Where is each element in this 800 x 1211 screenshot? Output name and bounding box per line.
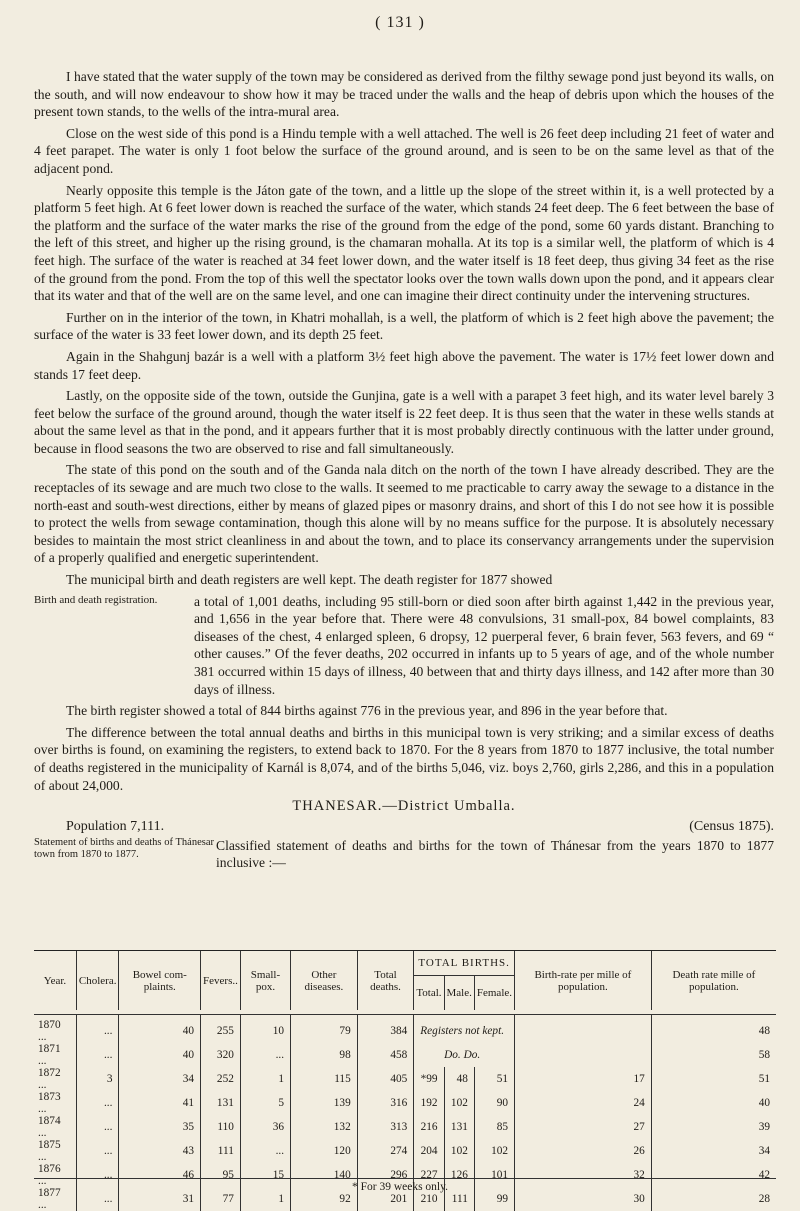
cell-fevers: 95 [201,1163,241,1187]
cell-fevers: 110 [201,1115,241,1139]
cell-smallpox: 1 [240,1067,290,1091]
cell-fevers: 255 [201,1015,241,1044]
paragraph: Further on in the interior of the town, in Khatri mohallah, is a well, the platform of which is 2 feet high above the pavement; the surface of the water is 33 feet lower down, and its depth 25 feet. [34,309,774,343]
cell-births-total: 204 [414,1139,444,1163]
page-number: ( 131 ) [375,14,425,31]
col-births-male: Male. [444,976,474,1011]
section-heading: THANESAR.—District Umballa. [292,798,516,815]
paragraph: Close on the west side of this pond is a Hindu temple with a well attached. The well is 26 feet deep including 21 feet of water and 4 feet parapet. The water is only 1 foot below the surface of the ground around, and is seen to be on the same level as that of the adjacent pond. [34,125,774,176]
cell-cholera: ... [76,1187,119,1211]
cell-cholera: ... [76,1043,119,1067]
cell-birth-rate [515,1015,652,1044]
cell-births-male: 131 [444,1115,474,1139]
body-text [34,68,774,871]
cell-death-rate: 40 [651,1091,776,1115]
cell-fevers: 252 [201,1067,241,1091]
cell-cholera: ... [76,1139,119,1163]
cell-bowel: 34 [119,1067,201,1091]
census-label: (Census 1875). [689,818,774,834]
cell-other: 140 [291,1163,358,1187]
col-death-rate: Death rate mille of population. [651,951,776,1011]
col-total-deaths: Total deaths. [357,951,414,1011]
cell-birth-rate: 24 [515,1091,652,1115]
cell-death-rate: 48 [651,1015,776,1044]
cell-cholera: ... [76,1091,119,1115]
cell-year: 1873 ... [38,1091,61,1115]
cell-birth-rate: 17 [515,1067,652,1091]
col-total-births: TOTAL BIRTHS. [414,951,515,976]
table-bottom-rule [34,1178,776,1179]
cell-births-male: 102 [444,1139,474,1163]
cell-other: 79 [291,1015,358,1044]
cell-smallpox: 5 [240,1091,290,1115]
cell-total-deaths: 274 [357,1139,414,1163]
cell-smallpox: 1 [240,1187,290,1211]
population-row [34,818,774,836]
cell-birth-rate: 26 [515,1139,652,1163]
cell-smallpox: 10 [240,1015,290,1044]
cell-year: 1877 ... [38,1187,61,1211]
birth-death-paragraph: a total of 1,001 deaths, including 95 still-born or died soon after birth against 1,442 in the previous year, and 1,656 in the year before that. There were 48 convulsions, 31 small-pox, 84 bowel complaints, 83 diseases of the chest, 4 enlarged spleen, 6 dropsy, 12 puerperal fever, 6 brain fever, 563 fevers, and 69 “ other causes.” Of the fever deaths, 202 occurred in infants up to 5 years of age, and of the whole number 381 occurred within 15 days of illness, 40 between that and thirty days illness, and 142 after more than 30 days of illness. [194,593,774,697]
cell-bowel: 46 [119,1163,201,1187]
cell-total-deaths: 405 [357,1067,414,1091]
cell-year: 1872 ... [38,1067,61,1091]
table-row [34,1115,776,1139]
statement [34,837,774,871]
cell-total-deaths: 458 [357,1043,414,1067]
col-fevers: Fevers.. [201,951,241,1011]
cell-smallpox: 36 [240,1115,290,1139]
cell-other: 98 [291,1043,358,1067]
population-label: Population 7,111. [66,818,165,834]
col-cholera: Cholera. [76,951,119,1011]
cell-year: 1874 ... [38,1115,61,1139]
table-row [34,1091,776,1115]
paragraph: The difference between the total annual deaths and births in this municipal town is very striking; and a similar excess of deaths over births is found, on examining the registers, to extend back to 1870. For the 8 years from 1870 to 1877 inclusive, the total number of deaths registered in the municipality of Karnál is 8,074, and of the births 5,046, viz. boys 2,760, girls 2,286, and this in a population of about 24,000. [34,724,774,793]
cell-bowel: 43 [119,1139,201,1163]
cell-births-female: 85 [474,1115,514,1139]
cell-total-deaths: 296 [357,1163,414,1187]
cell-smallpox: ... [240,1043,290,1067]
paragraph: The state of this pond on the south and of the Ganda nala ditch on the north of the town I have already described. They are the receptacles of its sewage and are much two close to the walls. It seemed to me practicable to carry away the sewage to a distance in the north-east and south-west directions, either by means of glazed pipes or masonry drains, and short of this I do not see how it is possible to protect the wells from sewage contamination, though this alone will by no means suffice for the purpose. It is absolutely necessary besides to maintain the most strict cleanliness in and about the town, and to place its conservancy arrangements under the supervision of a properly qualified and energetic superintendent. [34,462,774,566]
cell-bowel: 40 [119,1043,201,1067]
table-row [34,1015,776,1044]
col-bowel: Bowel com-plaints. [119,951,201,1011]
cell-births-female: 99 [474,1187,514,1211]
birth-first-line: The municipal birth and death registers are well kept. The death register for 1877 showed [66,572,553,588]
cell-other: 120 [291,1139,358,1163]
statement-text: Classified statement of deaths and births for the town of Thánesar from the years 1870 to 1877 inclusive :— [216,838,774,871]
cell-births-total: 210 [414,1187,444,1211]
cell-other: 92 [291,1187,358,1211]
cell-year: 1871 ... [38,1043,61,1067]
table-row [34,1139,776,1163]
cell-bowel: 31 [119,1187,201,1211]
cell-total-deaths: 384 [357,1015,414,1044]
cell-births-total: 216 [414,1115,444,1139]
col-year: Year. [34,951,76,1011]
table-row [34,1043,776,1067]
cell-births-female: 102 [474,1139,514,1163]
cell-death-rate: 51 [651,1067,776,1091]
cell-births-male: 126 [444,1163,474,1187]
cell-births-female: 51 [474,1067,514,1091]
col-births-total: Total. [414,976,444,1011]
cell-births-note: Do. Do. [414,1043,515,1067]
paragraph: The birth register showed a total of 844 births against 776 in the previous year, and 896 in the year before that. [66,703,668,719]
cell-smallpox: 15 [240,1163,290,1187]
cell-year: 1870 ... [38,1019,61,1043]
cell-birth-rate [515,1043,652,1067]
col-births-female: Female. [474,976,514,1011]
cell-death-rate: 39 [651,1115,776,1139]
col-birth-rate: Birth-rate per mille of population. [515,951,652,1011]
cell-death-rate: 58 [651,1043,776,1067]
cell-birth-rate: 27 [515,1115,652,1139]
cell-birth-rate: 32 [515,1163,652,1187]
cell-cholera: ... [76,1163,119,1187]
footnote: * For 39 weeks only. [351,1181,449,1193]
birth-death-section [34,593,774,699]
cell-bowel: 40 [119,1015,201,1044]
cell-death-rate: 28 [651,1187,776,1211]
cell-other: 132 [291,1115,358,1139]
cell-births-total: 227 [414,1163,444,1187]
cell-births-male: 111 [444,1187,474,1211]
cell-births-male: 102 [444,1091,474,1115]
cell-total-deaths: 316 [357,1091,414,1115]
paragraph: I have stated that the water supply of the town may be considered as derived from the filthy sewage pond just beyond its walls, on the south, and will now endeavour to show how it may be traced under the walls and the heap of debris upon which the houses of the present town stands, to the wells of the intra-mural area. [34,69,774,120]
cell-birth-rate: 30 [515,1187,652,1211]
cell-smallpox: ... [240,1139,290,1163]
cell-cholera: ... [76,1115,119,1139]
col-other: Other diseases. [291,951,358,1011]
cell-births-note: Registers not kept. [414,1015,515,1044]
cell-births-female: 90 [474,1091,514,1115]
statement-sidenote: Statement of births and deaths of Thánesar town from 1870 to 1877. [34,837,214,861]
paragraph: Nearly opposite this temple is the Játon gate of the town, and a little up the slope of the street within it, is a well protected by a platform 5 feet high. At 6 feet lower down is reached the surface of the water, which stands 24 feet deep. The 6 feet between the base of the platform and the surface of the water marks the rise of the ground from the edge of the pond, some 60 yards distant. Branching to the left of this street, and higher up the rising ground, is the chamaran mohalla. At its top is a similar well, the platform of which is 4 feet high. The surface of the water is reached at 34 feet lower down, and the water itself is 18 feet deep, thus giving 34 feet as the rise of the ground from the pond. From the top of this well the spectator looks over the town walls down upon the pond, and it appears clear that its water and that of the well are on the same level, and one can imagine their direct continuity under the intervening structures. [34,182,774,304]
cell-year: 1875 ... [38,1139,61,1163]
cell-fevers: 320 [201,1043,241,1067]
cell-death-rate: 34 [651,1139,776,1163]
cell-fevers: 77 [201,1187,241,1211]
cell-total-deaths: 201 [357,1187,414,1211]
cell-other: 139 [291,1091,358,1115]
cell-fevers: 111 [201,1139,241,1163]
cell-births-female: 101 [474,1163,514,1187]
cell-death-rate: 42 [651,1163,776,1187]
cell-births-total: *99 [414,1067,444,1091]
cell-cholera: 3 [76,1067,119,1091]
deaths-births-table [34,950,776,1211]
paragraph: Lastly, on the opposite side of the town, outside the Gunjina, gate is a well with a parapet 3 feet high, and its water level barely 3 feet below the surface of the ground around, though the water itself is 22 feet deep. It is thus seen that the water in these wells stands at about the same level as that in the pond, and it appears further that it is most probably directly continuous with the latter under ground, because in flood seasons the two are observed to rise and fall simultaneously. [34,388,774,456]
paragraph: Again in the Shahgunj bazár is a well with a platform 3½ feet high above the pavement. The water is 17½ feet lower down and stands 17 feet deep. [34,348,774,382]
cell-births-total: 192 [414,1091,444,1115]
cell-bowel: 41 [119,1091,201,1115]
cell-total-deaths: 313 [357,1115,414,1139]
cell-year: 1876 ... [38,1163,61,1187]
cell-fevers: 131 [201,1091,241,1115]
col-smallpox: Small-pox. [240,951,290,1011]
cell-other: 115 [291,1067,358,1091]
cell-cholera: ... [76,1015,119,1044]
birth-death-sidenote: Birth and death registration. [34,593,158,606]
table-row [34,1067,776,1091]
cell-bowel: 35 [119,1115,201,1139]
cell-births-male: 48 [444,1067,474,1091]
